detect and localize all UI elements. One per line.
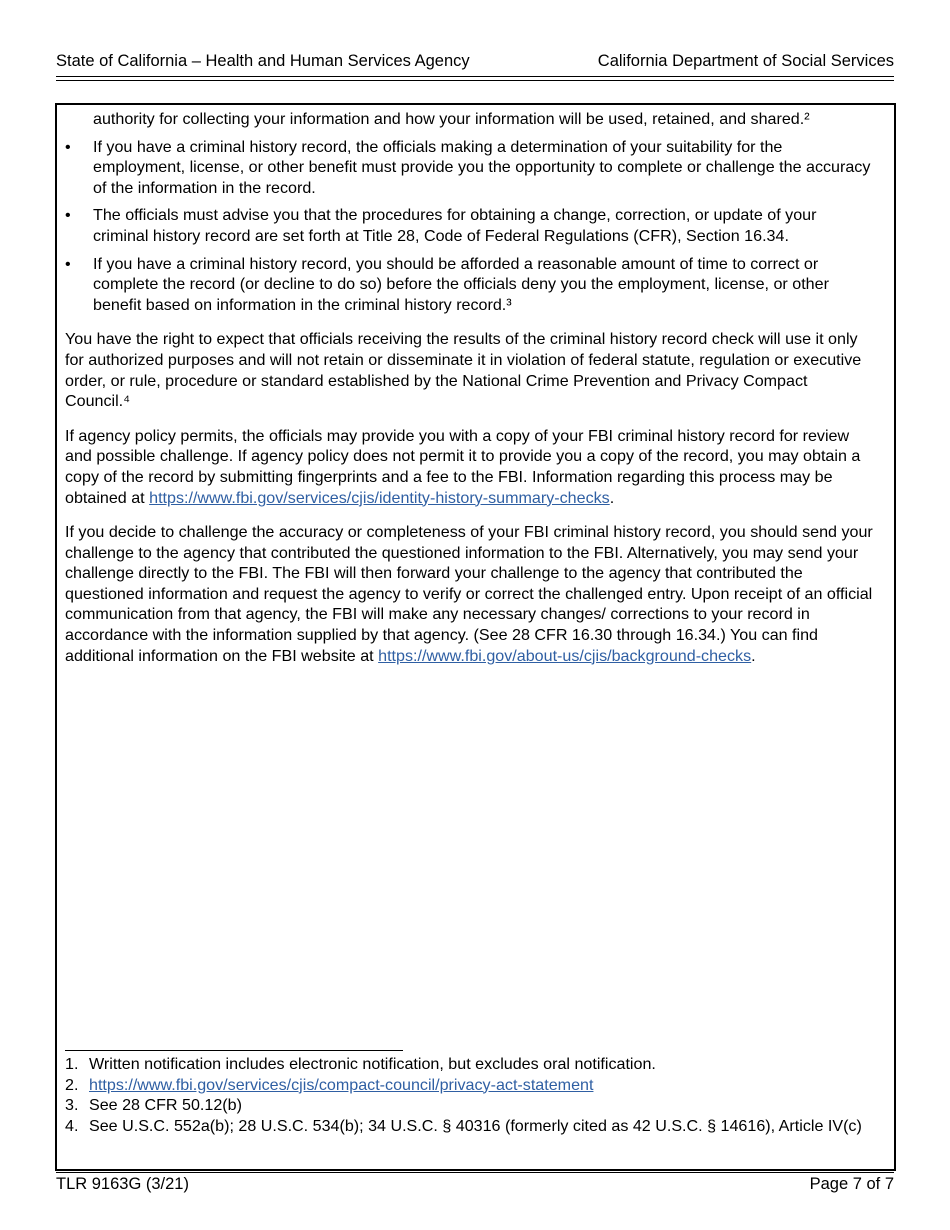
footnotes [65, 1054, 875, 1136]
header-agency: State of California – Health and Human Services Agency [56, 52, 470, 70]
list-item [65, 109, 873, 130]
footnote-number: 1. [65, 1055, 79, 1073]
footnote-text: See 28 CFR 50.12(b) [89, 1096, 242, 1115]
page-number: Page 7 of 7 [809, 1175, 894, 1193]
paragraph-text: If agency policy permits, the officials may provide you with a copy of your FBI criminal history record for review and possible challenge. If agency policy does not permit it to provide you a copy of the record, you may obtain a copy of the record by submitting fingerprints and a fee to the FBI. Information regarding this process may be obtained at [65, 426, 861, 507]
bullet-symbol: • [65, 137, 71, 156]
body-content [65, 109, 873, 680]
list-item [65, 254, 873, 316]
list-item-text: authority for collecting your information and how your information will be used, retained, and shared.² [93, 110, 810, 128]
header-department: California Department of Social Services [597, 52, 894, 70]
paragraph-record-copy [65, 426, 873, 508]
paragraph-authorized-use [65, 329, 873, 411]
footnote-item [65, 1116, 875, 1137]
bullet-symbol: • [65, 254, 71, 273]
form-number: TLR 9163G (3/21) [56, 1175, 189, 1193]
footnote-item [65, 1095, 875, 1116]
privacy-act-link[interactable]: https://www.fbi.gov/services/cjis/compact-council/privacy-act-statement [89, 1075, 594, 1094]
footnote-number: 3. [65, 1096, 79, 1115]
footnote-number: 4. [65, 1116, 79, 1135]
paragraph-text: You have the right to expect that officials receiving the results of the criminal history record check will use it only for authorized purposes and will not retain or disseminate it in violation of federal statute, regulation or executive order, or rule, procedure or standard established by the National Crime Prevention and Privacy Compact Council.⁴ [65, 330, 862, 411]
paragraph-end: . [751, 646, 756, 665]
page-header [56, 52, 894, 74]
content-frame [55, 103, 896, 1171]
bullet-symbol: • [65, 206, 71, 225]
footer-rule [56, 1172, 894, 1173]
footnote-rule [65, 1050, 403, 1051]
header-rule [56, 76, 894, 77]
footnote-item [65, 1075, 875, 1096]
footnote-text: See U.S.C. 552a(b); 28 U.S.C. 534(b); 34 U.S.C. § 40316 (formerly cited as 42 U.S.C. § 14616), Article IV(c) [89, 1116, 862, 1135]
list-item [65, 205, 873, 246]
list-item-text: If you have a criminal history record, the officials making a determination of your suitability for the employment, license, or other benefit must provide you the opportunity to complete or challenge the accuracy of the information in the record. [93, 137, 871, 197]
paragraph-challenge [65, 522, 873, 666]
rights-list [65, 109, 873, 315]
page-footer [56, 1175, 894, 1197]
identity-history-link[interactable]: https://www.fbi.gov/services/cjis/identity-history-summary-checks [149, 488, 610, 507]
footnote-item [65, 1054, 875, 1075]
list-item-text: The officials must advise you that the procedures for obtaining a change, correction, or update of your criminal history record are set forth at Title 28, Code of Federal Regulations (CFR), Section 16.34. [93, 206, 817, 245]
header-rule-secondary [56, 80, 894, 81]
background-checks-link[interactable]: https://www.fbi.gov/about-us/cjis/background-checks [378, 646, 752, 665]
footnote-text: Written notification includes electronic notification, but excludes oral notification. [89, 1055, 656, 1073]
paragraph-text: If you decide to challenge the accuracy or completeness of your FBI criminal history record, you should send your challenge to the agency that contributed the questioned information to the FBI. Alternatively, you may send your challenge directly to the FBI. The FBI will then forward your challenge to the agency that contributed the questioned information and request the agency to verify or correct the challenged entry. Upon receipt of an official communication from that agency, the FBI will make any necessary changes/ corrections to your record in accordance with the information supplied by that agency. (See 28 CFR 16.30 through 16.34.) You can find additional information on the FBI website at [65, 523, 873, 665]
paragraph-end: . [609, 488, 615, 507]
footnote-number: 2. [65, 1075, 79, 1094]
list-item-text: If you have a criminal history record, you should be afforded a reasonable amount of time to correct or complete the record (or decline to do so) before the officials deny you the employment, license, or other benefit based on information in the criminal history record.³ [93, 254, 829, 314]
list-item [65, 137, 873, 199]
